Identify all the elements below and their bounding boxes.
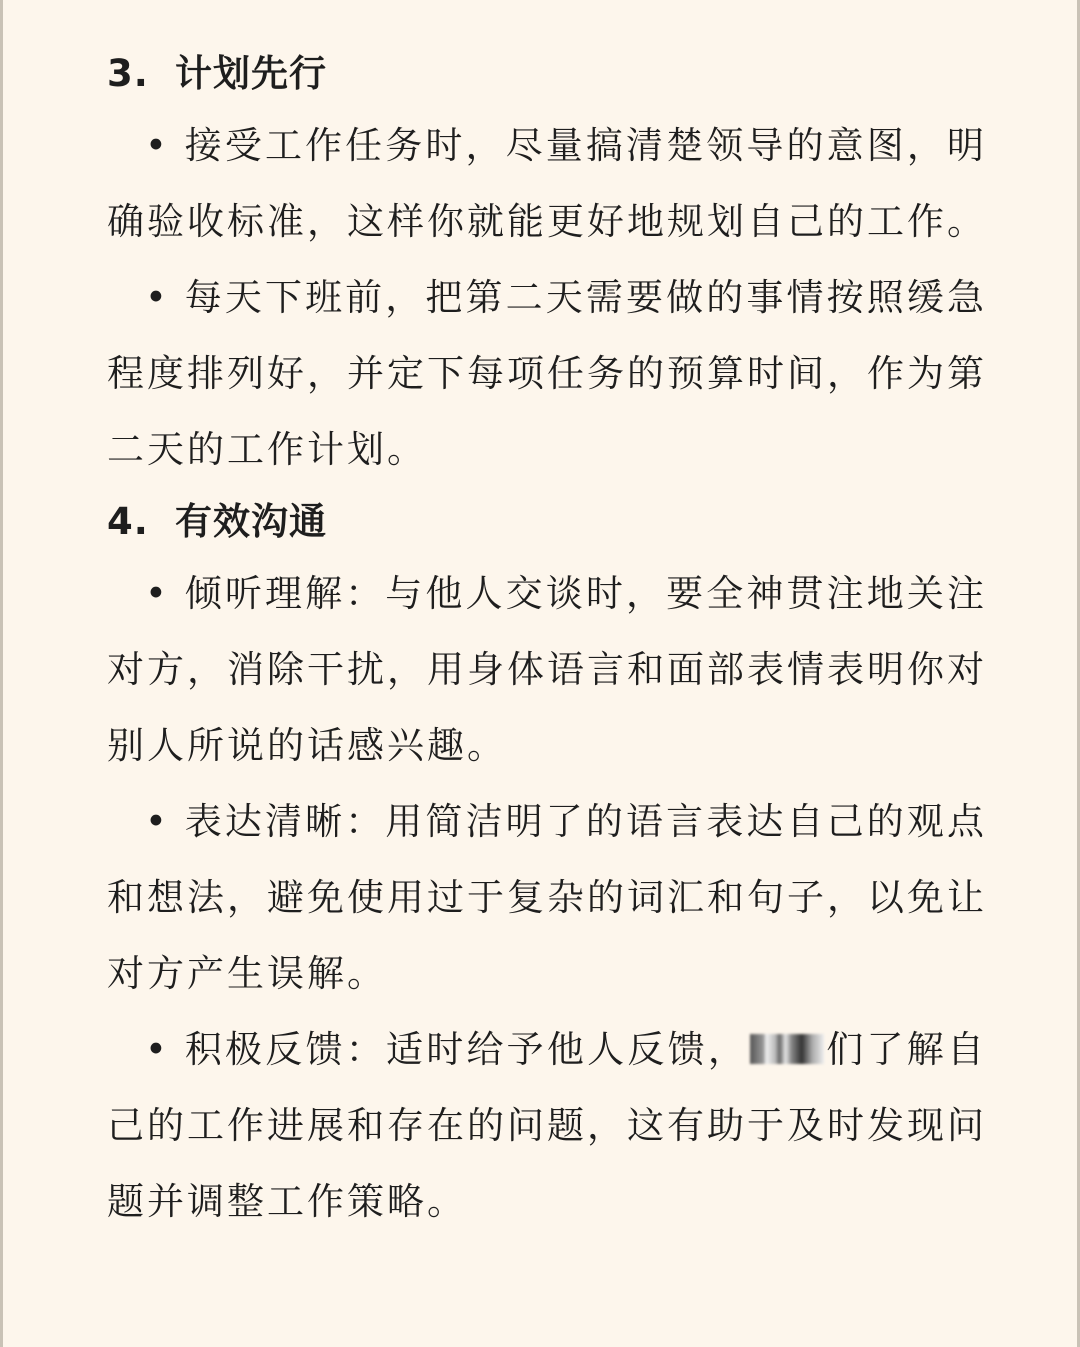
paragraph-text-after-redaction: 们了解自己的工作进展和存在的问题，这有助于及时发现问题并调整工作策略。	[107, 1028, 988, 1223]
bullet-paragraph: • 倾听理解：与他人交谈时，要全神贯注地关注对方，消除干扰，用身体语言和面部表情表明你对别人所说的话感兴趣。	[107, 572, 987, 767]
paragraph-text-before-redaction: • 积极反馈：适时给予他人反馈，	[145, 1028, 749, 1071]
bullet-paragraph: • 表达清晰：用简洁明了的语言表达自己的观点和想法，避免使用过于复杂的词汇和句子，以免让对方产生误解。	[107, 800, 987, 995]
bullet-paragraph: • 接受工作任务时，尽量搞清楚领导的意图，明确验收标准，这样你就能更好地规划自己的工作。	[107, 124, 987, 243]
bullet-paragraph	[107, 1012, 987, 1240]
redacted-mosaic	[750, 1034, 824, 1064]
document-content	[107, 40, 987, 1240]
section-heading-plan-first	[107, 40, 987, 108]
section-number: 4.	[107, 500, 149, 543]
section-title: 有效沟通	[175, 500, 327, 543]
section-title: 计划先行	[175, 52, 327, 95]
section-number: 3.	[107, 52, 149, 95]
section-heading-effective-communication	[107, 488, 987, 556]
bullet-paragraph: • 每天下班前，把第二天需要做的事情按照缓急程度排列好，并定下每项任务的预算时间，作为第二天的工作计划。	[107, 276, 987, 471]
